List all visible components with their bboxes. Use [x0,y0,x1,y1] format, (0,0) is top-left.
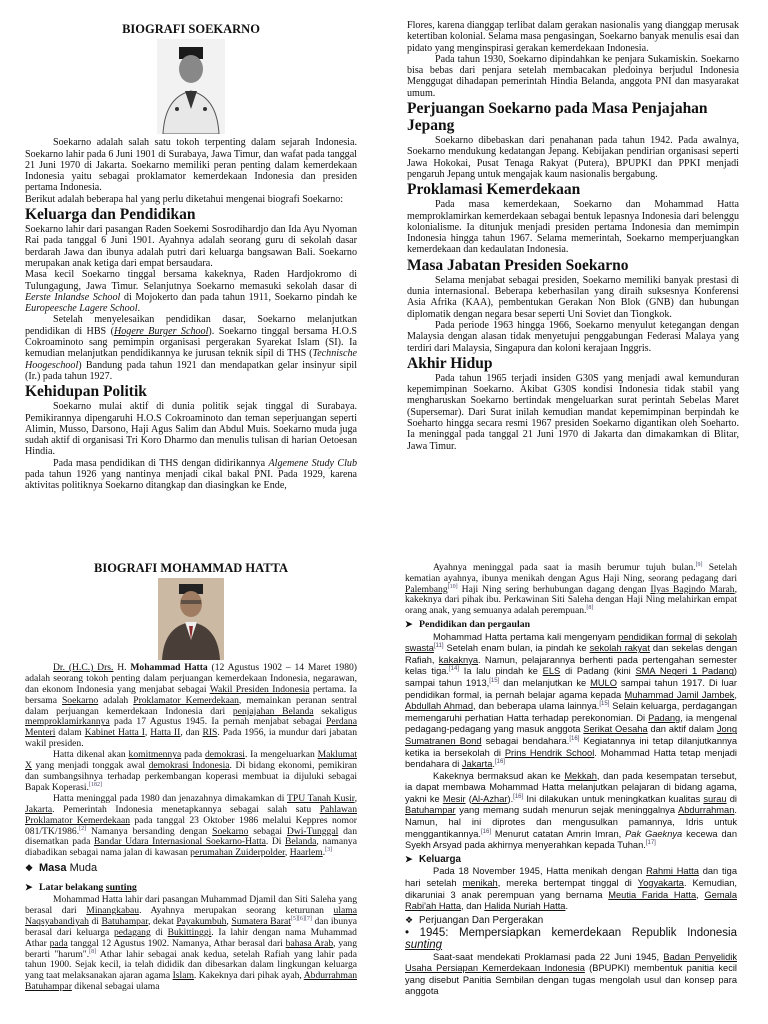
diamond-icon: ❖ [25,863,34,874]
soekarno-portrait [157,39,225,134]
hbs-link[interactable]: Hogere Burger School [113,325,209,337]
soekarno-intro: Soekarno adalah salah satu tokoh terpenting dalam sejarah Indonesia. Soekarno lahir pada 6 Juni 1901 di Surabaya, Jawa Timur, dan wafat pada tanggal 21 Juni 1970 di Jakarta. Soekarno memiliki peran penting dalam kemerdekaan Indonesia yaitu sebagai proklamator kemerdekaan Indonesia dan presiden pertama Indonesia. [25,137,357,194]
latar-edit-link[interactable]: sunting [105,882,137,894]
keluarga-hatta-paragraph: Pada 18 November 1945, Hatta menikah dengan Rahmi Hatta dan tiga hari setelah menikah, mereka bertempat tinggal di Yogyakarta. Kemudian, dikaruniai 3 anak perempuan yang bernama Meutia Farida Hatta, Gemala Rabi'ah Hatta, dan Halida Nuriah Hatta. [405,866,738,912]
ayah-paragraph: Ayahnya meninggal pada saat ia masih berumur tujuh bulan.[9] Setelah kematian ayahnya, ibunya menikah dengan Agus Haji Ning, seorang pedagang dari Palembang[10] Haji Ning sering berhubungan dagang dengan Ilyas Bagindo Marah, kakeknya dari pihak ibu. Perkawinan Siti Saleha dengan Haji Ning melahirkan empat orang anak, yang semuanya adalah perempuan.[8] [405,561,738,617]
pendidikan-paragraph-2: Kakeknya bermaksud akan ke Mekkah, dan pada kesempatan tersebut, ia dapat membawa Mohammad Hatta melanjutkan pelajaran di bidang agama, yakni ke Mesir (Al-Azhar).[16] Ini dilakukan untuk meningkatkan kualitas surau di Batuhampar yang memang sudah menurun sejak meninggalnya Abdurrahman. Namun, hal ini diprotes dan mengusulkan pamannya, Idris untuk menggantikannya.[16] Menurut catatan Amrin Imran, Pak Gaeknya kecewa dan Syekh Arsyad pada akhirnya menyerahkan kepada Tuhan.[17] [405,770,737,851]
persiapan-heading: • 1945: Mempersiapkan kemerdekaan Republik Indonesia sunting [405,927,737,952]
hatta-page [0,555,768,1024]
politik-paragraph-3: Flores, karena dianggap terlibat dalam gerakan nasionalis yang dianggap merusak ketertiban kolonial. Selama masa pengasingan, Soekarno banyak menulis esai dan pidato yang menginspirasi gerakan kemerdekaan Indonesia. [407,20,739,54]
diamond-icon: ❖ [405,914,414,925]
hatta-right-column [405,563,737,998]
hatta-intro: Dr. (H.C.) Drs. H. Mohammad Hatta (12 Agustus 1902 – 14 Maret 1980) adalah seorang tokoh penting dalam perjuangan kemerdekaan Indonesia, negarawan, dan ekonom Indonesia yang menjabat sebagai Wakil Presiden Indonesia pertama. Ia bersama Soekarno adalah Proklamator Kemerdekaan, memainkan peranan sentral dalam perjuangan kemerdekaan Indonesia dari penjajahan Belanda sekaligus memproklamirkannya pada 17 Agustus 1945. Ia pernah menjabat sebagai Perdana Menteri dalam Kabinet Hatta I, Hatta II, dan RIS. Pada 1956, ia mundur dari jabatan wakil presiden. [25,661,357,750]
akhir-paragraph: Pada tahun 1965 terjadi insiden G30S yang menjadi awal kemunduran kepemimpinan Soekarno. Akibat G30S kondisi Indonesia tidak stabil yang mengharuskan Soekarno bertindak mengeluarkan surat perintah Sebelas Maret (Supersemar). Dari Surat inilah kemudian mandat kepemimpinan berpindah ke Soeharto hingga secara resmi 1967 presiden Soekarno digantikan oleh Soeharto. Ia meninggal pada tanggal 21 Juni 1970 di Jakarta dan dimakamkan di Blitar, Jawa Timur. [407,372,739,452]
politik-paragraph-4: Pada tahun 1930, Soekarno dipindahkan ke penjara Sukamiskin. Soekarno bisa bebas dari penjara setelah membacakan pledoinya berjudul Indonesia Menggugat dihadapan pemerintah Hindia Belanda, anggota PNI dan masyarakat umum. [407,53,739,99]
heading-keluarga-hatta: ➤ Keluarga [405,853,461,865]
arrow-right-bold-icon: ➤ [405,853,413,864]
jabatan-paragraph-2: Pada periode 1963 hingga 1966, Soekarno menyulut ketegangan dengan Malaysia dengan alasan tidak menyetujui penggabungan Federasi Malaya yang terdiri dari Malaysia, Singapura dan koloni kerajaan Inggris. [407,319,739,354]
hatta-title: BIOGRAFI MOHAMMAD HATTA [94,561,288,575]
politik-paragraph-1: Soekarno mulai aktif di dunia politik sejak tinggal di Surabaya. Pemikirannya dipengaruhi H.O.S Cokroaminoto dan teman seperjuangan seperti Alimin, Musso, Darsono, Haji Agus Salim dan Abdul Muis. Soekarno muda juga sudah aktif di organisasi Tri Koro Dharmo dan menulis tulisan di harian Oetoesan Hindia. [25,401,357,458]
heading-masa-muda: ❖ Masa Muda [25,862,98,875]
arrow-right-bold-icon: ➤ [25,882,33,893]
heading-proklamasi: Proklamasi Kemerdekaan [407,181,581,199]
hatta-paragraph-3: Hatta meninggal pada 1980 dan jenazahnya dimakamkan di TPU Tanah Kusir, Jakarta. Pemerintah Indonesia menetapkannya sebagai salah satu Pahlawan Proklamator Kemerdekaan pada tanggal 23 Oktober 1986 melalui Keppres nomor 081/TK/1986.[2] Namanya bersanding dengan Soekarno sebagai Dwi-Tunggal dan disematkan pada Bandar Udara Internasional Soekarno-Hatta. Di Belanda, namanya diabadikan sebagai nama jalan di kawasan perumahan Zuiderpolder, Haarlem.[3] [25,792,358,859]
keluarga-paragraph-1: Soekarno lahir dari pasangan Raden Soekemi Sosrodihardjo dan Ida Ayu Nyoman Rai pada tanggal 6 Juni 1901. Ayahnya adalah seorang guru di sekolah dasar berdarah Jawa dan ibunya adalah putri dari keluarga bangsawan Bali. Soekarno merupakan anak ketiga dari empat bersaudara. [25,224,357,269]
persiapan-paragraph: Saat-saat mendekati Proklamasi pada 22 Juni 1945, Badan Penyelidik Usaha Persiapan Kemerdekaan Indonesia (BPUPKI) membentuk panitia kecil yang disebut Panitia Sembilan dengan tugas mengolah usul dan konsep para anggota [405,951,738,997]
heading-jepang: Perjuangan Soekarno pada Masa Penjajahan Jepang [407,100,708,135]
heading-jabatan: Masa Jabatan Presiden Soekarno [407,256,629,274]
heading-keluarga: Keluarga dan Pendidikan [25,206,196,224]
heading-akhir-hidup: Akhir Hidup [407,354,493,372]
soekarno-left-column [25,20,357,492]
hatta-left-column [25,563,357,993]
heading-politik: Kehidupan Politik [25,383,147,401]
heading-latar-belakang: ➤ Latar belakang sunting [25,882,137,894]
persiapan-edit-link[interactable]: sunting [405,939,443,952]
pendidikan-paragraph-1: Mohammad Hatta pertama kali mengenyam pendidikan formal di sekolah swasta[11] Setelah enam bulan, ia pindah ke sekolah rakyat dan sekelas dengan Rafiah, kakaknya. Namun, pelajarannya berhenti pada pertengahan semester kelas tiga.[14] Ia lalu pindah ke ELS di Padang (kini SMA Negeri 1 Padang) sampai tahun 1913,[15] dan melanjutkan ke MULO sampai tahun 1917. Di luar pendidikan formal, ia pernah belajar agama kepada Muhammad Jamil Jambek, Abdullah Ahmad, dan beberapa ulama lainnya.[15] Selain keluarga, perdagangan memengaruhi perhatian Hatta terhadap perekonomian. Di Padang, ia mengenal pedagang-pedagang yang masuk anggota Serikat Oesaha dan aktif dalam Jong Sumatranen Bond sebagai bendahara.[16] Kegiatannya ini tetap dilanjutkannya ketika ia bersekolah di Prins Hendrik School. Mohammad Hatta tetap menjadi bendahara di Jakarta.[16] [405,631,738,770]
soekarno-right-column [407,20,739,452]
heading-perjuangan: ❖ Perjuangan Dan Pergerakan [405,914,544,926]
hatta-paragraph-2: Hatta dikenal akan komitmennya pada demokrasi. Ia mengeluarkan Maklumat X yang menjadi tonggak awal demokrasi Indonesia. Di bidang ekonomi, pemikiran dan sumbangsihnya terhadap perkembangan koperasi membuat ia dijuluki sebagai Bapak Koperasi.[182] [25,749,357,793]
jepang-paragraph: Soekarno dibebaskan dari penahanan pada tahun 1942. Pada awalnya, Soekarno mendukung kedatangan Jepang. Kebijakan pendirian organisasi seperti Jawa Hokokai, Pusat Tenaga Rakyat (Putera), BPUPKI dan PPKI menjadi pengaruh Jepang untuk mengajak kaum nasionalis bergabung. [407,135,739,180]
latar-paragraph: Mohammad Hatta lahir dari pasangan Muhammad Djamil dan Siti Saleha yang berasal dari Minangkabau. Ayahnya merupakan seorang keturunan ulama Naqsyabandiyah di Batuhampar, dekat Payakumbuh, Sumatera Barat[5][6][7] dan ibunya berasal dari keluarga pedagang di Bukittinggi. Ia lahir dengan nama Muhammad Athar pada tanggal 12 Agustus 1902. Namanya, Athar berasal dari bahasa Arab, yang berarti "harum".[8] Athar lahir sebagai anak kedua, setelah Rafiah yang lahir pada tahun 1900. Sejak kecil, ia telah dididik dan dibesarkan dalam lingkungan keluarga yang taat melaksanakan ajaran agama Islam. Kakeknya dari pihak ayah, Abdurrahman Batuhampar dikenal sebagai ulama [25,894,357,993]
soekarno-title: BIOGRAFI SOEKARNO [122,22,260,36]
arrow-right-bold-icon: ➤ [405,618,413,629]
soekarno-intro-list: Berikut adalah beberapa hal yang perlu diketahui mengenai biografi Soekarno: [25,193,344,205]
keluarga-paragraph-3: Setelah menyelesaikan pendidikan dasar, Soekarno melanjutkan pendidikan di HBS (Hogere Burger School). Soekarno tinggal bersama H.O.S Cokroaminoto sang pemimpin organisasi pergerakan Syarekat Islam (SI). Ia kemudian melanjutkan pendidikannya ke jurusan teknik sipil di THS (Technische Hoogeschool) Bandung pada tahun 1921 dan mendapatkan gelar insinyur sipil (Ir.) pada tahun 1927. [25,314,357,382]
hatta-portrait [158,578,224,660]
proklamasi-paragraph: Pada masa kemerdekaan, Soekarno dan Mohammad Hatta memproklamirkan kemerdekaan sebagai bentuk lepasnya Indonesia dari belenggu kolonialisme. Ia ditunjuk menjadi presiden pertama Indonesia dan memimpin Indonesia hingga tahun 1967. Selama memerintah, Soekarno memperjuangkan kemerdekaan dan kedaulatan Indonesia. [407,199,739,256]
keluarga-paragraph-2: Masa kecil Soekarno tinggal bersama kakeknya, Raden Hardjokromo di Tulungagung, Jawa Timur. Selanjutnya Soekarno memasuki sekolah dasar di Eerste Inlandse School di Mojokerto dan pada tahun 1911, Soekarno pindah ke Europeesche Lagere School. [25,269,357,315]
jabatan-paragraph-1: Selama menjabat sebagai presiden, Soekarno memiliki banyak prestasi di dunia internasional. Beberapa keberhasilan yang diraih suksesnya Konferensi Asia Afrika (KAA), pembentukan Gerakan Non Blok (GNB) dan hubungan diplomatik dengan negara besar seperti Uni Soviet dan Tiongkok. [407,274,739,320]
heading-pendidikan: ➤ Pendidikan dan pergaulan [405,618,531,630]
politik-paragraph-2: Pada masa pendidikan di THS dengan didirikannya Algemene Study Club pada tahun 1926 yang nantinya menjadi cikal bakal PNI. Pada 1929, karena aktivitas politiknya Soekarno ditangkap dan diasingkan ke Ende, [25,457,357,492]
